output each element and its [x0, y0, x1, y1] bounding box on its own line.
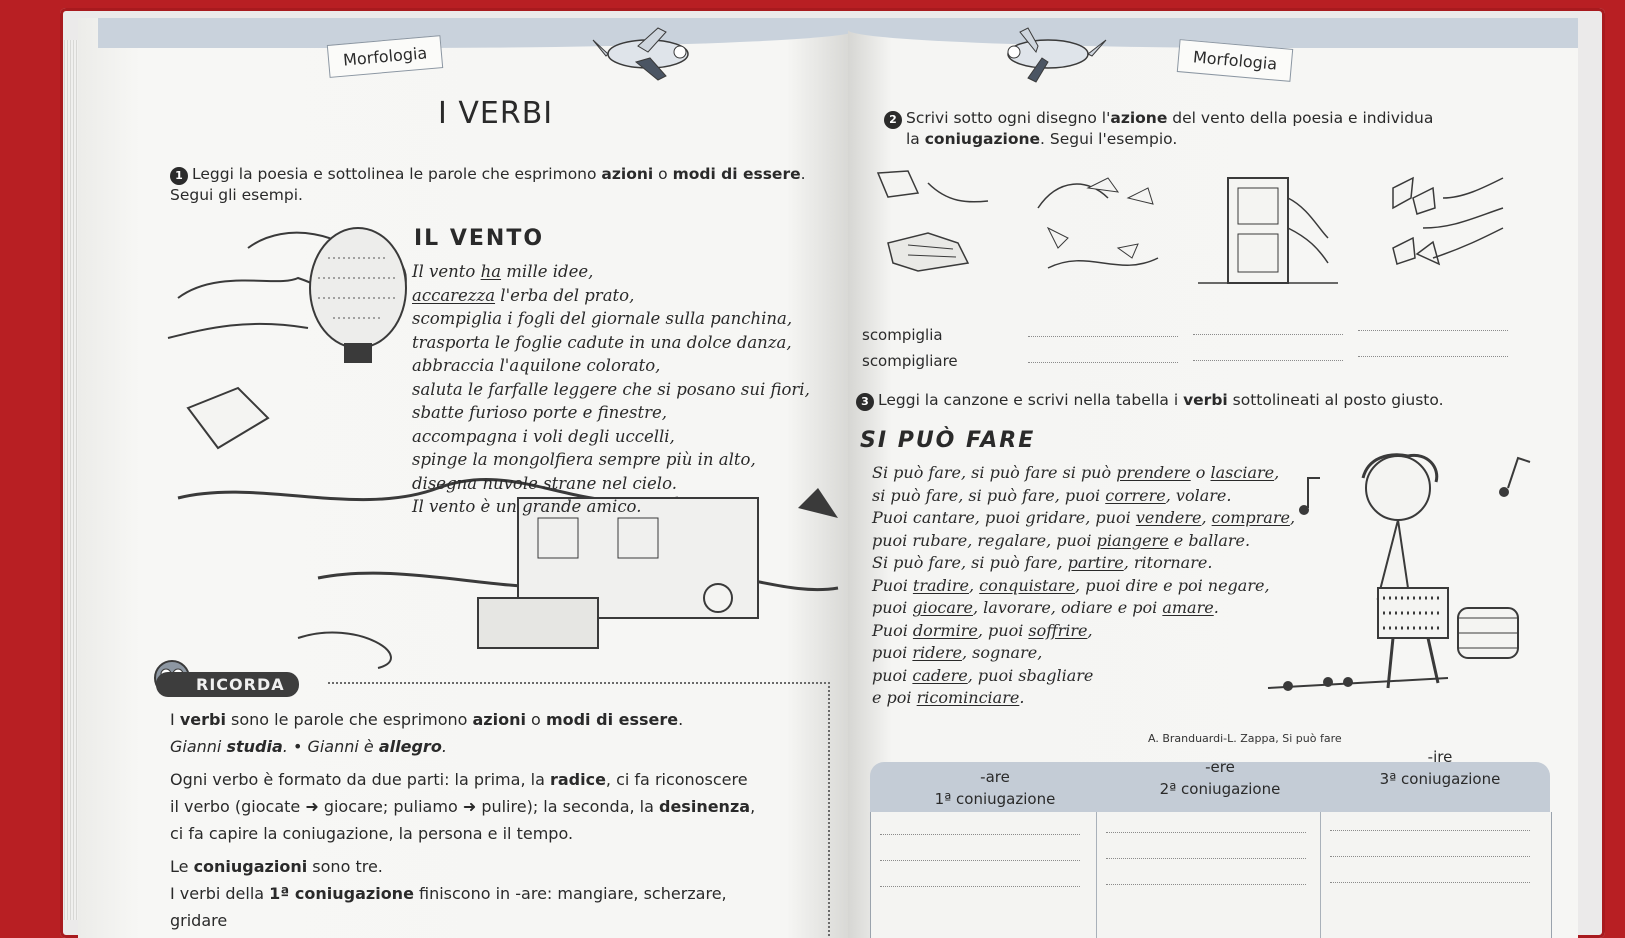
newspaper-wind-drawing: [868, 163, 998, 283]
answer-line[interactable]: [1106, 884, 1306, 885]
song-line: puoi rubare, regalare, puoi piangere e ballare.: [872, 530, 1251, 550]
column-divider: [1096, 812, 1097, 938]
rule-line: Gianni studia. • Gianni è allegro.: [170, 737, 447, 756]
poem-line: abbraccia l'aquilone colorato,: [412, 356, 661, 375]
answer-line[interactable]: [1330, 856, 1530, 857]
song-line: e poi ricominciare.: [872, 688, 1025, 707]
column-divider: [1320, 812, 1321, 938]
poem-line: disegna nuvole strane nel cielo.: [412, 473, 677, 493]
ricorda-text: [170, 706, 755, 934]
poem-line: saluta le farfalle leggere che si posano sui fiori,: [412, 379, 810, 399]
exercise-3: 3 Leggi la canzone e scrivi nella tabella i verbi sottolineati al posto giusto.: [856, 390, 1556, 411]
song-line: Si può fare, si può fare si può prendere o lasciare,: [872, 463, 1280, 482]
singing-girl-illustration: [1268, 448, 1568, 728]
poem-line: accompagna i voli degli uccelli,: [412, 426, 675, 446]
rule-line: il verbo (giocate ➜ giocare; puliamo ➜ pulire); la seconda, la desinenza,: [170, 797, 756, 816]
song-line: Puoi cantare, puoi gridare, puoi vendere, comprare,: [872, 508, 1296, 527]
answer-line[interactable]: [1358, 356, 1508, 357]
poem-line: scompiglia i fogli del giornale sulla panchina,: [412, 309, 793, 328]
ricorda-label: RICORDA: [156, 672, 299, 697]
header-banner-left: [98, 18, 848, 48]
song-line: Puoi dormire, puoi soffrire,: [872, 620, 1093, 640]
exercise-number-badge: 2: [884, 111, 902, 129]
poem-title: IL VENTO: [414, 226, 545, 251]
table-header-cell: -ere 2ª coniugazione: [1159, 758, 1281, 798]
airplane-illustration-right: [988, 26, 1118, 86]
page-title: I VERBI: [438, 96, 554, 131]
song-line: Puoi tradire, conquistare, puoi dire e poi negare,: [872, 575, 1270, 595]
example-infinitive: scompigliare: [862, 352, 958, 370]
song-line: puoi cadere, puoi sbagliare: [872, 665, 1094, 685]
answer-line[interactable]: [1358, 330, 1508, 331]
answer-line[interactable]: [1193, 334, 1343, 335]
leaves-wind-drawing: [1028, 168, 1178, 288]
rule-line: gridare: [170, 911, 228, 930]
answer-line[interactable]: [880, 834, 1080, 835]
song-line: puoi giocare, lavorare, odiare e poi amare.: [872, 598, 1219, 617]
example-word: scompiglia: [862, 326, 943, 344]
poem-line: Il vento è un grande amico.: [412, 497, 642, 516]
song-si-puo-fare: [872, 462, 1295, 710]
poem-line: Il vento ha mille idee,: [412, 262, 594, 281]
butterflies-wind-drawing: [1363, 168, 1513, 293]
song-title: SI PUÒ FARE: [860, 428, 1036, 453]
rule-line: I verbi sono le parole che esprimono azioni o modi di essere.: [170, 710, 684, 729]
answer-line[interactable]: [1028, 336, 1178, 337]
airplane-illustration-left: [588, 26, 708, 86]
song-line: puoi ridere, sognare,: [872, 643, 1043, 662]
poem-line: sbatte furioso porte e finestre,: [412, 403, 668, 422]
header-tag-morfologia: Morfologia: [327, 35, 444, 78]
poem-il-vento: [412, 260, 810, 519]
rule-line: ci fa capire la coniugazione, la persona e il tempo.: [170, 824, 574, 843]
table-header-cell: -are 1ª coniugazione: [934, 768, 1056, 808]
table-header-cell: -ire 3ª coniugazione: [1379, 748, 1501, 788]
left-page: [78, 18, 848, 938]
answer-line[interactable]: [1028, 362, 1178, 363]
poem-line: spinge la mongolfiera sempre più in alto,: [412, 450, 756, 469]
rule-line: Le coniugazioni sono tre.: [170, 857, 383, 876]
answer-line[interactable]: [1330, 882, 1530, 883]
right-page: [848, 18, 1578, 938]
rule-line: I verbi della 1ª coniugazione finiscono in -are: mangiare, scherzare,: [170, 884, 727, 903]
exercise-2: 2 Scrivi sotto ogni disegno l'azione del vento della poesia e individua la coniugazione. Segui l'esempio.: [884, 108, 1544, 150]
conjugation-table: [870, 748, 1560, 938]
song-credit: A. Branduardi-L. Zappa, Si può fare: [1148, 732, 1342, 745]
answer-line[interactable]: [1106, 832, 1306, 833]
rule-line: Ogni verbo è formato da due parti: la prima, la radice, ci fa riconoscere: [170, 770, 748, 789]
song-line: si può fare, si può fare, puoi correre, volare.: [872, 485, 1232, 505]
answer-line[interactable]: [1330, 830, 1530, 831]
answer-line[interactable]: [880, 860, 1080, 861]
example-words: [862, 322, 958, 374]
header-tag-morfologia: Morfologia: [1177, 39, 1294, 82]
answer-line[interactable]: [1106, 858, 1306, 859]
exercise-number-badge: 1: [170, 167, 188, 185]
exercise-number-badge: 3: [856, 393, 874, 411]
poem-line: accarezza l'erba del prato,: [412, 285, 635, 305]
answer-line[interactable]: [880, 886, 1080, 887]
poem-line: trasporta le foglie cadute in una dolce danza,: [412, 332, 792, 352]
exercise-1: 1 Leggi la poesia e sottolinea le parole che esprimono azioni o modi di essere. Segui gli esempi.: [170, 165, 806, 204]
song-line: Si può fare, si può fare, partire, ritornare.: [872, 553, 1213, 572]
door-wind-drawing: [1198, 168, 1338, 293]
answer-line[interactable]: [1193, 360, 1343, 361]
